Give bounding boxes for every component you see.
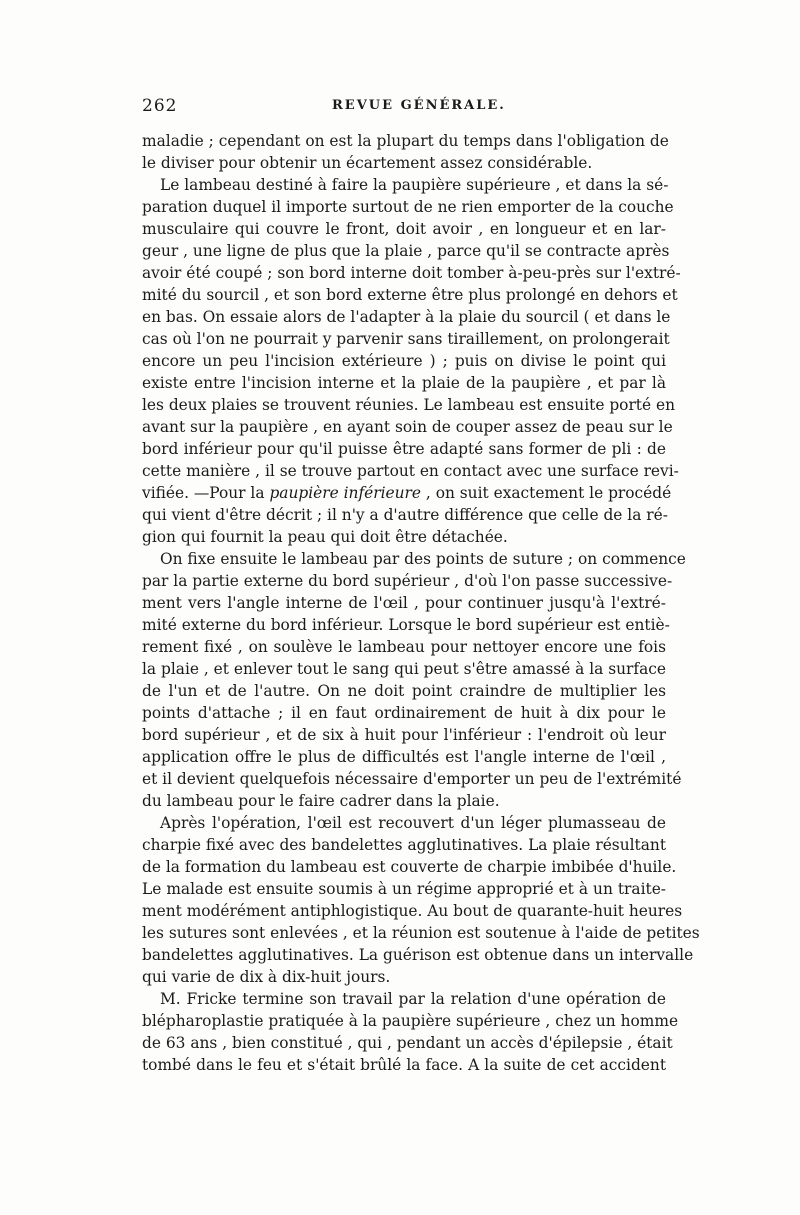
text-line-content: par la partie externe du bord supérieur , d'où l'on passe successive- (142, 572, 673, 590)
text-line (142, 834, 666, 856)
text-line (142, 416, 673, 438)
text-line (142, 350, 666, 372)
page-number: 262 (142, 96, 178, 116)
text-line-content: de l'un et de l'autre. On ne doit point craindre de multiplier les (142, 682, 666, 700)
text-line (142, 504, 666, 526)
running-head: REVUE GÉNÉRALE. (332, 98, 506, 113)
text-line (142, 856, 677, 878)
text-line (142, 900, 683, 922)
text-line (142, 1054, 666, 1076)
text-line-content: gion qui fournit la peau qui doit être détachée. (142, 528, 508, 546)
text-line-content: Le lambeau destiné à faire la paupière supérieure , et dans la sé- (160, 176, 669, 194)
text-line-content: blépharoplastie pratiquée à la paupière supérieure , chez un homme (142, 1012, 679, 1030)
text-line-content: vifiée. —Pour la (142, 484, 270, 502)
text-line-content: musculaire qui couvre le front, doit avoir , en longueur et en lar- (142, 220, 666, 238)
text-line-content: tombé dans le feu et s'était brûlé la face. A la suite de cet accident (142, 1056, 666, 1074)
text-line-content: et il devient quelquefois nécessaire d'emporter un peu de l'extrémité (142, 770, 682, 788)
text-line (142, 988, 666, 1010)
text-line-content: application offre le plus de difficultés est l'angle interne de l'œil , (142, 748, 666, 766)
text-line-content: la plaie , et enlever tout le sang qui peut s'être amassé à la surface (142, 660, 666, 678)
text-line (142, 702, 666, 724)
text-line (142, 790, 666, 812)
text-line-content: geur , une ligne de plus que la plaie , parce qu'il se contracte après (142, 242, 670, 260)
text-line-content: avoir été coupé ; son bord interne doit tomber à-peu-près sur l'extré- (142, 264, 681, 282)
text-line-content: maladie ; cependant on est la plupart du temps dans l'obligation de (142, 132, 669, 150)
text-line-content: le diviser pour obtenir un écartement assez considérable. (142, 154, 593, 172)
text-line (142, 768, 682, 790)
text-line-content: bord inférieur pour qu'il puisse être adapté sans former de pli : de (142, 440, 666, 458)
text-line-content: en bas. On essaie alors de l'adapter à la plaie du sourcil ( et dans le (142, 308, 671, 326)
text-line (142, 680, 666, 702)
text-line-content: de 63 ans , bien constitué , qui , pendant un accès d'épilepsie , était (142, 1034, 673, 1052)
text-line (142, 306, 671, 328)
text-line (142, 240, 670, 262)
text-line-content: les sutures sont enlevées , et la réunion est soutenue à l'aide de petites (142, 924, 700, 942)
text-line-content: mité externe du bord inférieur. Lorsque le bord supérieur est entiè- (142, 616, 670, 634)
text-line-content: mité du sourcil , et son bord externe être plus prolongé en dehors et (142, 286, 678, 304)
text-line (142, 944, 694, 966)
text-line (142, 284, 678, 306)
text-line (142, 438, 666, 460)
text-line-content: charpie fixé avec des bandelettes agglutinatives. La plaie résultant (142, 836, 666, 854)
italic-term: paupière inférieure (269, 484, 422, 502)
text-line (142, 152, 666, 174)
text-line (142, 570, 673, 592)
text-line (142, 658, 666, 680)
text-line-content: les deux plaies se trouvent réunies. Le lambeau est ensuite porté en (142, 396, 676, 414)
text-line-content: cette manière , il se trouve partout en contact avec une surface revi- (142, 462, 679, 480)
text-line (142, 1032, 673, 1054)
text-line-content: paration duquel il importe surtout de ne rien emporter de la couche (142, 198, 674, 216)
text-line-content: qui vient d'être décrit ; il n'y a d'autre différence que celle de la ré- (142, 506, 668, 524)
body-text (142, 130, 700, 1076)
text-line-content: qui varie de dix à dix-huit jours. (142, 968, 391, 986)
text-line (142, 746, 666, 768)
text-line-content: points d'attache ; il en faut ordinairement de huit à dix pour le (142, 704, 666, 722)
text-line-content: Après l'opération, l'œil est recouvert d'un léger plumasseau de (160, 814, 666, 832)
text-line (142, 372, 666, 394)
text-line (142, 218, 666, 240)
text-line (142, 636, 666, 658)
text-line-content: Le malade est ensuite soumis à un régime approprié et à un traite- (142, 880, 666, 898)
text-line-content: ment vers l'angle interne de l'œil , pour continuer jusqu'à l'extré- (142, 594, 666, 612)
text-line-content: rement fixé , on soulève le lambeau pour nettoyer encore une fois (142, 638, 666, 656)
text-line (142, 966, 666, 988)
text-line (142, 526, 666, 548)
text-line-content: On fixe ensuite le lambeau par des points de suture ; on commence (160, 550, 686, 568)
text-line (142, 548, 686, 570)
text-line (142, 328, 670, 350)
text-line-content: bandelettes agglutinatives. La guérison est obtenue dans un intervalle (142, 946, 694, 964)
page-header (142, 96, 666, 122)
text-line (142, 614, 670, 636)
text-line (142, 812, 666, 834)
text-line-content: , on suit exactement le procédé (421, 484, 672, 502)
text-line-content: ment modérément antiphlogistique. Au bout de quarante-huit heures (142, 902, 683, 920)
text-line-content: de la formation du lambeau est couverte de charpie imbibée d'huile. (142, 858, 677, 876)
text-line-content: du lambeau pour le faire cadrer dans la plaie. (142, 792, 500, 810)
text-line (142, 394, 676, 416)
text-line (142, 922, 700, 944)
text-line (142, 1010, 679, 1032)
text-line (142, 174, 669, 196)
text-line (142, 482, 672, 504)
text-line (142, 262, 681, 284)
text-line (142, 878, 666, 900)
text-line (142, 196, 674, 218)
text-line-content: bord supérieur , et de six à huit pour l'inférieur : l'endroit où leur (142, 726, 666, 744)
text-line-content: M. Fricke termine son travail par la relation d'une opération de (160, 990, 666, 1008)
text-line-content: existe entre l'incision interne et la plaie de la paupière , et par là (142, 374, 666, 392)
text-line-content: encore un peu l'incision extérieure ) ; puis on divise le point qui (142, 352, 666, 370)
text-line (142, 592, 666, 614)
text-line (142, 130, 669, 152)
text-line-content: avant sur la paupière , en ayant soin de couper assez de peau sur le (142, 418, 673, 436)
text-line (142, 724, 666, 746)
text-line-content: cas où l'on ne pourrait y parvenir sans tiraillement, on prolongerait (142, 330, 670, 348)
text-line (142, 460, 679, 482)
